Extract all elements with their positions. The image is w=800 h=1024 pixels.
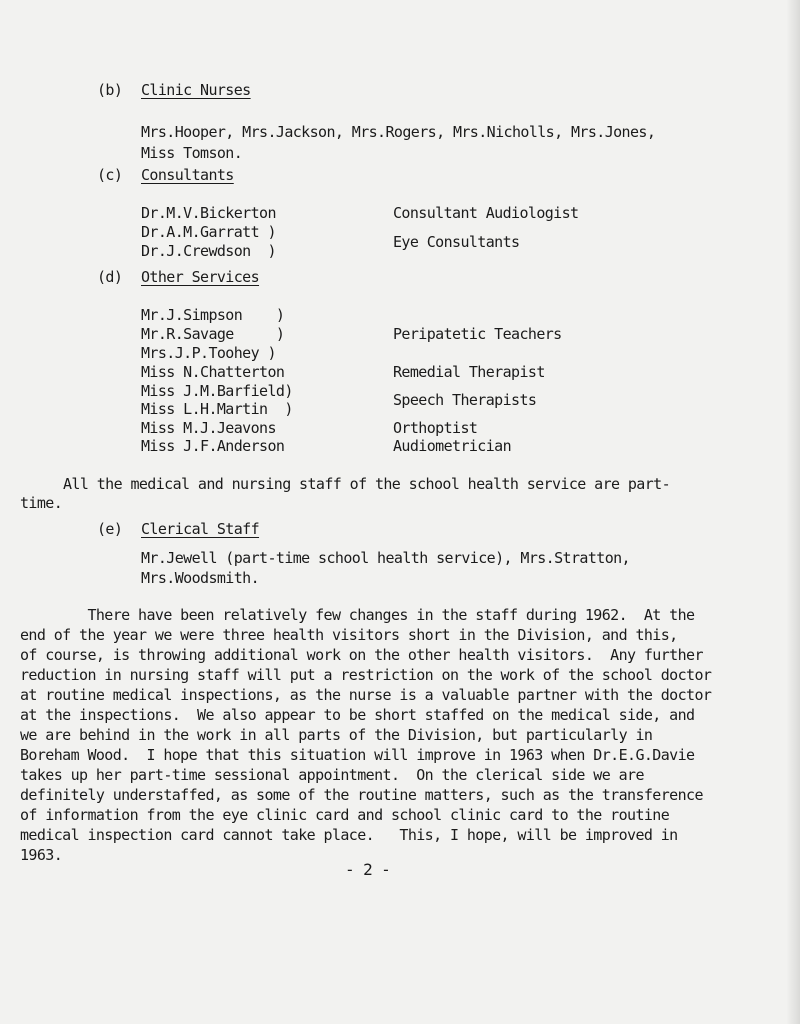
service-name-3: Mrs.J.P.Toohey ): [141, 344, 276, 362]
service-name-6: Miss L.H.Martin ): [141, 400, 293, 418]
section-b-line-1: Mrs.Hooper, Mrs.Jackson, Mrs.Rogers, Mrs.Nicholls, Mrs.Jones,: [141, 123, 656, 141]
service-role-4: Orthoptist: [393, 419, 478, 437]
section-e-line-1: Mr.Jewell (part-time school health service), Mrs.Stratton,: [141, 549, 630, 567]
page-number: - 2 -: [345, 860, 391, 879]
paragraph-line-3: of course, is throwing additional work on the other health visitors. Any further: [20, 646, 703, 664]
paragraph-line-11: of information from the eye clinic card and school clinic card to the routine: [20, 806, 670, 824]
paragraph-line-2: end of the year we were three health visitors short in the Division, and this,: [20, 626, 678, 644]
service-name-5: Miss J.M.Barfield): [141, 382, 293, 400]
section-d-marker: (d): [97, 268, 123, 286]
service-name-8: Miss J.F.Anderson: [141, 437, 285, 455]
section-e-marker: (e): [97, 520, 123, 538]
section-c-heading: Consultants: [141, 166, 234, 184]
consultant-name-1: Dr.M.V.Bickerton: [141, 204, 276, 222]
paragraph-line-9: takes up her part-time sessional appointment. On the clerical side we are: [20, 766, 644, 784]
paragraph-line-12: medical inspection card cannot take place. This, I hope, will be improved in: [20, 826, 678, 844]
service-name-2: Mr.R.Savage ): [141, 325, 285, 343]
service-name-1: Mr.J.Simpson ): [141, 306, 285, 324]
paragraph-line-13: 1963.: [20, 846, 63, 864]
section-c-marker: (c): [97, 166, 123, 184]
service-name-7: Miss M.J.Jeavons: [141, 419, 276, 437]
consultant-name-2: Dr.A.M.Garratt ): [141, 223, 276, 241]
section-e-line-2: Mrs.Woodsmith.: [141, 569, 260, 587]
paragraph-line-7: we are behind in the work in all parts of the Division, but particularly in: [20, 726, 653, 744]
service-role-3: Speech Therapists: [393, 391, 537, 409]
service-role-1: Peripatetic Teachers: [393, 325, 562, 343]
section-b-marker: (b): [97, 81, 123, 99]
consultant-role-1: Consultant Audiologist: [393, 204, 579, 222]
paragraph-line-8: Boreham Wood. I hope that this situation will improve in 1963 when Dr.E.G.Davie: [20, 746, 695, 764]
staff-note-line-2: time.: [20, 494, 63, 512]
paragraph-line-6: at the inspections. We also appear to be short staffed on the medical side, and: [20, 706, 695, 724]
service-name-4: Miss N.Chatterton: [141, 363, 285, 381]
consultant-role-2: Eye Consultants: [393, 233, 520, 251]
paragraph-line-5: at routine medical inspections, as the nurse is a valuable partner with the doctor: [20, 686, 712, 704]
page-edge-shadow: [786, 0, 800, 1024]
paragraph-line-1: There have been relatively few changes in the staff during 1962. At the: [20, 606, 695, 624]
paragraph-line-10: definitely understaffed, as some of the routine matters, such as the transference: [20, 786, 703, 804]
consultant-name-3: Dr.J.Crewdson ): [141, 242, 276, 260]
section-b-line-2: Miss Tomson.: [141, 144, 243, 162]
service-role-5: Audiometrician: [393, 437, 512, 455]
staff-note-line-1: All the medical and nursing staff of the school health service are part-: [63, 475, 671, 493]
paragraph-line-4: reduction in nursing staff will put a restriction on the work of the school doctor: [20, 666, 712, 684]
service-role-2: Remedial Therapist: [393, 363, 545, 381]
section-e-heading: Clerical Staff: [141, 520, 260, 538]
section-b-heading: Clinic Nurses: [141, 81, 251, 99]
section-d-heading: Other Services: [141, 268, 260, 286]
